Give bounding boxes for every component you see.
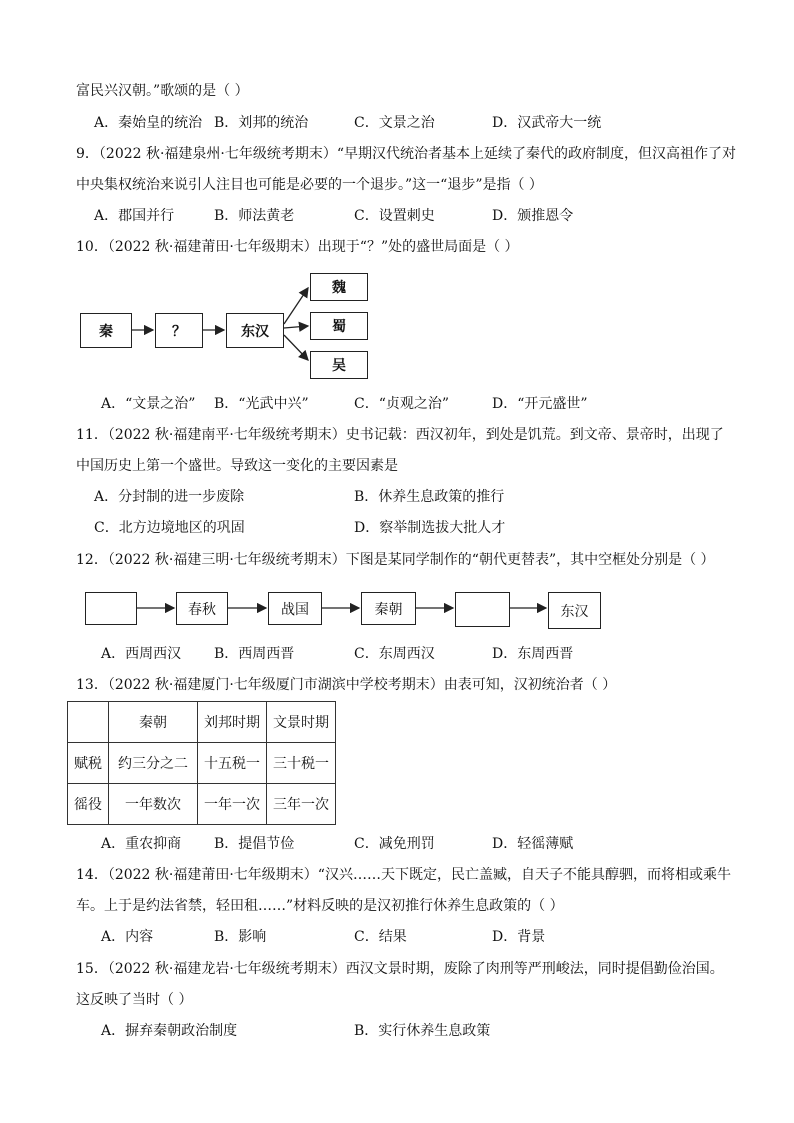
q13-option-b[interactable]: B．提倡节俭 [214, 836, 295, 852]
q12-option-b[interactable]: B．西周西晋 [214, 646, 295, 662]
q12-box-qinchao: 秦朝 [361, 592, 416, 625]
q8-option-a[interactable]: A．秦始皇的统治 [94, 115, 203, 131]
q12-option-d[interactable]: D．东周西晋 [492, 646, 574, 662]
q13-option-a[interactable]: A．重农抑商 [101, 836, 182, 852]
q9-stem-line1: 9．（2022 秋·福建泉州·七年级统考期末）“早期汉代统治者基本上延续了秦代的政府制度，但汉高祖作了对 [76, 146, 737, 162]
table-cell: 约三分之二 [109, 743, 198, 784]
q14-stem-line2: 车。上于是约法省禁，轻田租……”材料反映的是汉初推行休养生息政策的（ ） [76, 898, 564, 914]
q12-stem: 12．（2022 秋·福建三明·七年级统考期末）下图是某同学制作的“朝代更替表”，其中空框处分别是（ ） [76, 552, 715, 568]
q11-option-b[interactable]: B．休养生息政策的推行 [354, 489, 505, 505]
q10-box-qin: 秦 [80, 313, 132, 348]
q8-stem-tail: 富民兴汉朝。”歌颂的是（ ） [76, 83, 249, 99]
q12-box-zhanguo: 战国 [268, 592, 322, 625]
q13-option-c[interactable]: C．减免刑罚 [354, 836, 435, 852]
q12-option-a[interactable]: A．西周西汉 [101, 646, 182, 662]
table-row [68, 743, 336, 784]
q12-box-donghan: 东汉 [548, 592, 601, 629]
table-cell: 徭役 [68, 784, 109, 825]
q15-stem-line2: 这反映了当时（ ） [76, 992, 193, 1008]
table-cell: 一年一次 [198, 784, 267, 825]
q14-option-c[interactable]: C．结果 [354, 929, 407, 945]
q10-option-a[interactable]: A．“文景之治” [101, 396, 196, 412]
q9-stem-line2: 中央集权统治来说引人注目也可能是必要的一个退步。”这一“退步”是指（ ） [76, 177, 543, 193]
q11-stem-line1: 11．（2022 秋·福建南平·七年级统考期末）史书记载：西汉初年，到处是饥荒。到文帝、景帝时，出现了 [76, 427, 724, 443]
table-cell: 刘邦时期 [198, 702, 267, 743]
table-row [68, 784, 336, 825]
q14-option-a[interactable]: A．内容 [101, 929, 154, 945]
q10-box-unknown: ？ [155, 313, 203, 348]
table-cell: 赋税 [68, 743, 109, 784]
q11-option-d[interactable]: D．察举制选拔大批人才 [354, 520, 506, 536]
q11-option-c[interactable]: C．北方边境地区的巩固 [94, 520, 245, 536]
q8-option-c[interactable]: C．文景之治 [354, 115, 435, 131]
q11-stem-line2: 中国历史上第一个盛世。导致这一变化的主要因素是 [76, 458, 398, 474]
q10-box-shu: 蜀 [310, 312, 368, 340]
table-cell: 三十税一 [267, 743, 336, 784]
table-header-row [68, 702, 336, 743]
q14-option-b[interactable]: B．影响 [214, 929, 267, 945]
q14-stem-line1: 14．（2022 秋·福建莆田·七年级期末）“汉兴……天下既定，民亡盖臧，自天子不能具醇驷，而将相或乘牛 [76, 867, 731, 883]
q8-option-d[interactable]: D．汉武帝大一统 [492, 115, 602, 131]
q13-option-d[interactable]: D．轻徭薄赋 [492, 836, 574, 852]
table-cell: 秦朝 [109, 702, 198, 743]
table-cell: 文景时期 [267, 702, 336, 743]
q13-tax-table [67, 701, 336, 825]
q11-option-a[interactable]: A．分封制的进一步废除 [94, 489, 245, 505]
q12-box-chunqiu: 春秋 [176, 592, 228, 625]
q9-option-b[interactable]: B．师法黄老 [214, 208, 295, 224]
q10-option-c[interactable]: C．“贞观之治” [354, 396, 450, 412]
table-cell: 十五税一 [198, 743, 267, 784]
table-cell: 一年数次 [109, 784, 198, 825]
table-cell [68, 702, 109, 743]
q15-option-b[interactable]: B．实行休养生息政策 [354, 1023, 491, 1039]
q12-box-blank-1 [85, 592, 137, 625]
q10-stem: 10．（2022 秋·福建莆田·七年级期末）出现于“？”处的盛世局面是（ ） [76, 239, 519, 255]
q10-box-wei: 魏 [310, 273, 368, 301]
q9-option-a[interactable]: A．郡国并行 [94, 208, 175, 224]
table-cell: 三年一次 [267, 784, 336, 825]
q10-box-donghan: 东汉 [226, 313, 284, 348]
q15-option-a[interactable]: A．摒弃秦朝政治制度 [101, 1023, 238, 1039]
q8-option-b[interactable]: B．刘邦的统治 [214, 115, 309, 131]
q13-stem: 13．（2022 秋·福建厦门·七年级厦门市湖滨中学校考期末）由表可知，汉初统治者（ ） [76, 677, 617, 693]
q10-box-wu: 吴 [310, 351, 368, 379]
q10-option-b[interactable]: B．“光武中兴” [214, 396, 309, 412]
q9-option-c[interactable]: C．设置刺史 [354, 208, 435, 224]
q14-option-d[interactable]: D．背景 [492, 929, 546, 945]
q10-option-d[interactable]: D．“开元盛世” [492, 396, 588, 412]
q12-box-blank-2 [455, 592, 510, 627]
q15-stem-line1: 15．（2022 秋·福建龙岩·七年级统考期末）西汉文景时期，废除了肉刑等严刑峻法，同时提倡勤俭治国。 [76, 961, 724, 977]
q9-option-d[interactable]: D．颁推恩令 [492, 208, 574, 224]
q12-option-c[interactable]: C．东周西汉 [354, 646, 435, 662]
